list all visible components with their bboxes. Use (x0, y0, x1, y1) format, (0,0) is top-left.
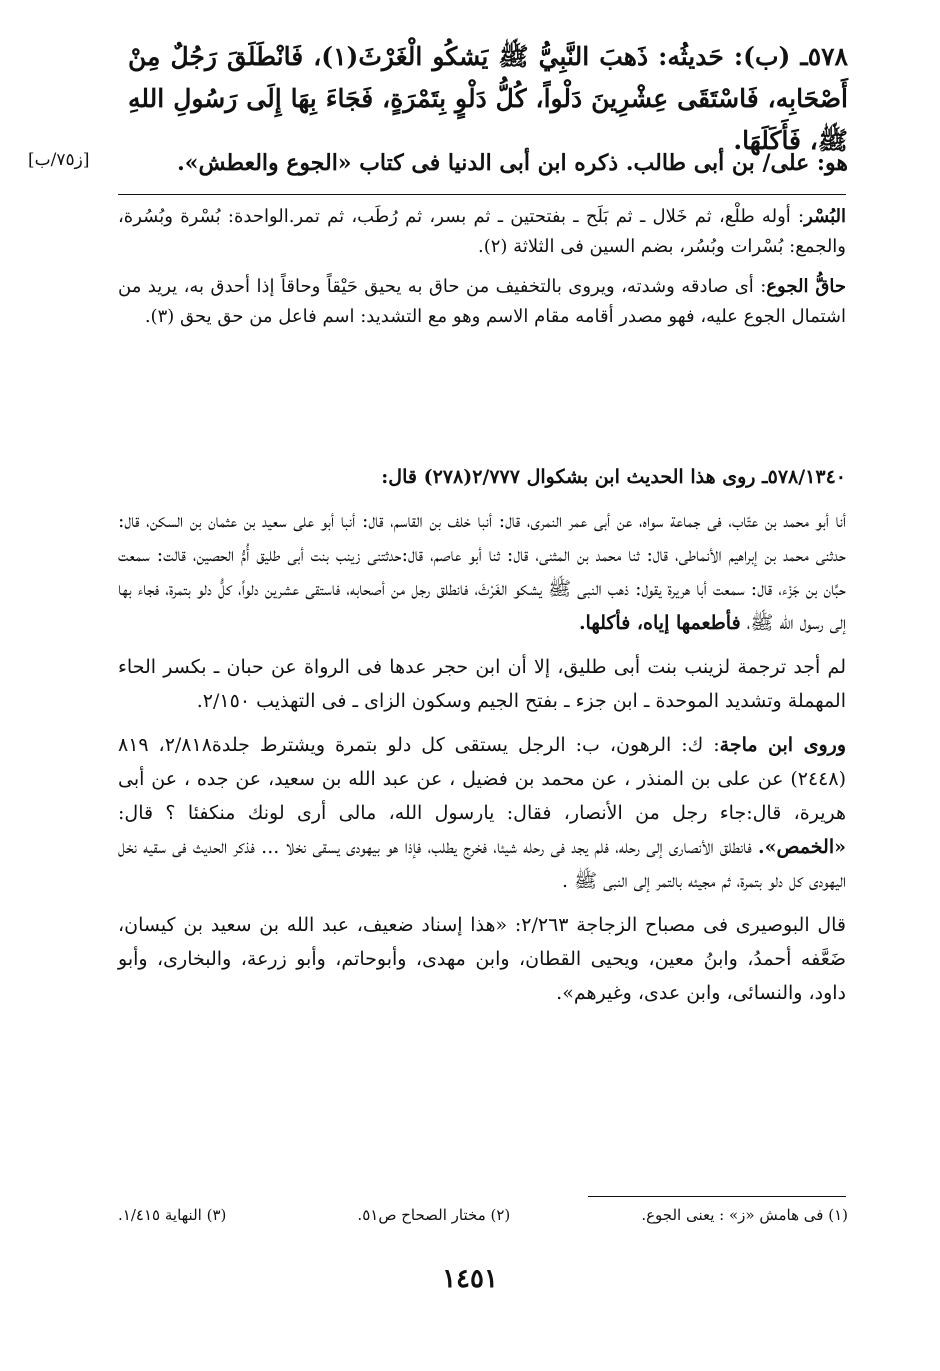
glossary-term: البُسْر (804, 206, 846, 227)
glossary (118, 202, 846, 342)
manuscript-margin-reference: [ز٧٥/ب] (28, 150, 90, 170)
hadith-source: هو: على/ بن أبى طالب. ذكره ابن أبى الدنيا فى كتاب «الجوع والعطش». (177, 150, 848, 176)
page-number: ١٤٥١ (442, 1264, 498, 1294)
isnad-paragraph (118, 504, 846, 640)
isnad-ending: فأطعمها إياه، فأكلها. (578, 612, 741, 634)
ibn-majah-end: فانطلق الأنصارى إلى رحله، فلم يجد فى رحله شيئا، فخرج يطلب، فإذا هو بيهودى يسقى نخلا ... فذكر الحديث فى سقيه نخل اليهودى كل دلو بتمرة، ثم مجيئه بالتمر إلى النبى ﷺ . (118, 836, 846, 892)
section-heading: ٥٧٨/١٣٤٠ـ روى هذا الحديث ابن بشكوال ٢/٧٧٧(٢٧٨) قال: (381, 466, 846, 488)
commentary-section (118, 460, 846, 1020)
ibn-majah-text: : ك: الرهون، ب: الرجل يستقى كل دلو بتمرة ويشترط جلدة٢/٨١٨، ٨١٩ (٢٤٤٨) عن على بن المنذر ، عن محمد بن فضيل ، عن عبد الله بن سعيد، عن جده ، عن أبى هريرة، قال:جاء رجل من الأنصار، فقال: يارسول الله، مالى أرى لونك منكفئا ؟ قال: (118, 734, 846, 824)
header-divider (118, 194, 846, 195)
footnote-2: (٢) مختار الصحاح ص٥١. (357, 1206, 511, 1224)
khams-quote: «الخمص». (758, 836, 846, 858)
hadith-text: ٥٧٨ـ (ب): حَديثُه: ذَهبَ النَّبِيُّ ﷺ يَشكُو الْغَرْثَ(١)، فَانْطَلَقَ رَجُلٌ مِنْ أَصْحَابِه، فَاسْتَقَى عِشْرِينَ دَلْواً، كُلُّ دَلْوٍ بِتَمْرَةٍ، فَجَاءَ بِهَا إِلَى رَسُولِ اللهِ ﷺ، فَأَكَلَهَا. (128, 42, 848, 155)
glossary-definition: : أوله طلْع، ثم خَلال ـ ثم بَلَح ـ بفتحتين ـ ثم بسر، ثم رُطَب، ثم تمر.الواحدة: بُسْرة وبُسُرة، والجمع: بُسْرات وبُسُر، بضم السين فى الثلاثة (٢). (118, 206, 846, 257)
ibn-majah-lead: وروى ابن ماجة (719, 734, 846, 756)
ibn-majah-paragraph (118, 728, 846, 898)
footnote-1: (١) فى هامش «ز» : يعنى الجوع. (641, 1206, 848, 1224)
busiri-paragraph: قال البوصيرى فى مصباح الزجاجة ٢/٢٦٣: «هذا إسناد ضعيف، عبد الله بن سعيد بن كيسان، ضَعَّفه أحمدُ، وابنُ معين، ويحيى القطان، وابن مهدى، وأبوحاتم، وأبو زرعة، والبخارى، وأبو داود، والنسائى، وابن عدى، وغيرهم». (118, 914, 847, 1004)
glossary-entry (118, 272, 846, 332)
glossary-term: حاقُّ الجوع (766, 276, 846, 297)
footnote-3: (٣) النهاية ١/٤١٥. (118, 1206, 227, 1224)
footnote-divider (588, 1196, 846, 1197)
footnotes (118, 1206, 848, 1224)
narrator-note-paragraph: لم أجد ترجمة لزينب بنت أبى طليق، إلا أن ابن حجر عدها فى الرواة عن حبان ـ بكسر الحاء المهملة وتشديد الموحدة ـ ابن جزء ـ بفتح الجيم وسكون الزاى ـ فى التهذيب ٢/١٥٠. (118, 656, 846, 712)
glossary-definition: : أى صادقه وشدته، ويروى بالتخفيف من حاق به يحيق حَيْقاً وحاقاً إذا أحدق به، يريد من اشتمال الجوع عليه، فهو مصدر أقامه مقام الاسم وهو مع التشديد: اسم فاعل من حق يحق (٣). (118, 276, 846, 327)
isnad-text: أنا أبو محمد بن عتّاب، فى جماعة سواه، عن أبى عمر النمرى، قال: أنبا خلف بن القاسم، قال: أنبا أبو على سعيد بن عثمان بن السكن، قال: حدثنى محمد بن إبراهيم الأنماطى، قال: ثنا محمد بن المثنى، قال: ثنا أبو عاصم، قال:حدثتنى زينب بنت أبى طليق أُمُّ الحصين، قالت: سمعت حبَّان بن جَزْء، قال: سمعت أبا هريرة يقول: ذهب النبى ﷺ يشكو الغَرْثَ، فانطلق رجل من أصحابه، فاستقى عشرين دلواً، كلُّ دلو بتمرة، فجاء بها إلى رسول الله ﷺ، (118, 510, 846, 634)
glossary-entry (118, 202, 846, 262)
